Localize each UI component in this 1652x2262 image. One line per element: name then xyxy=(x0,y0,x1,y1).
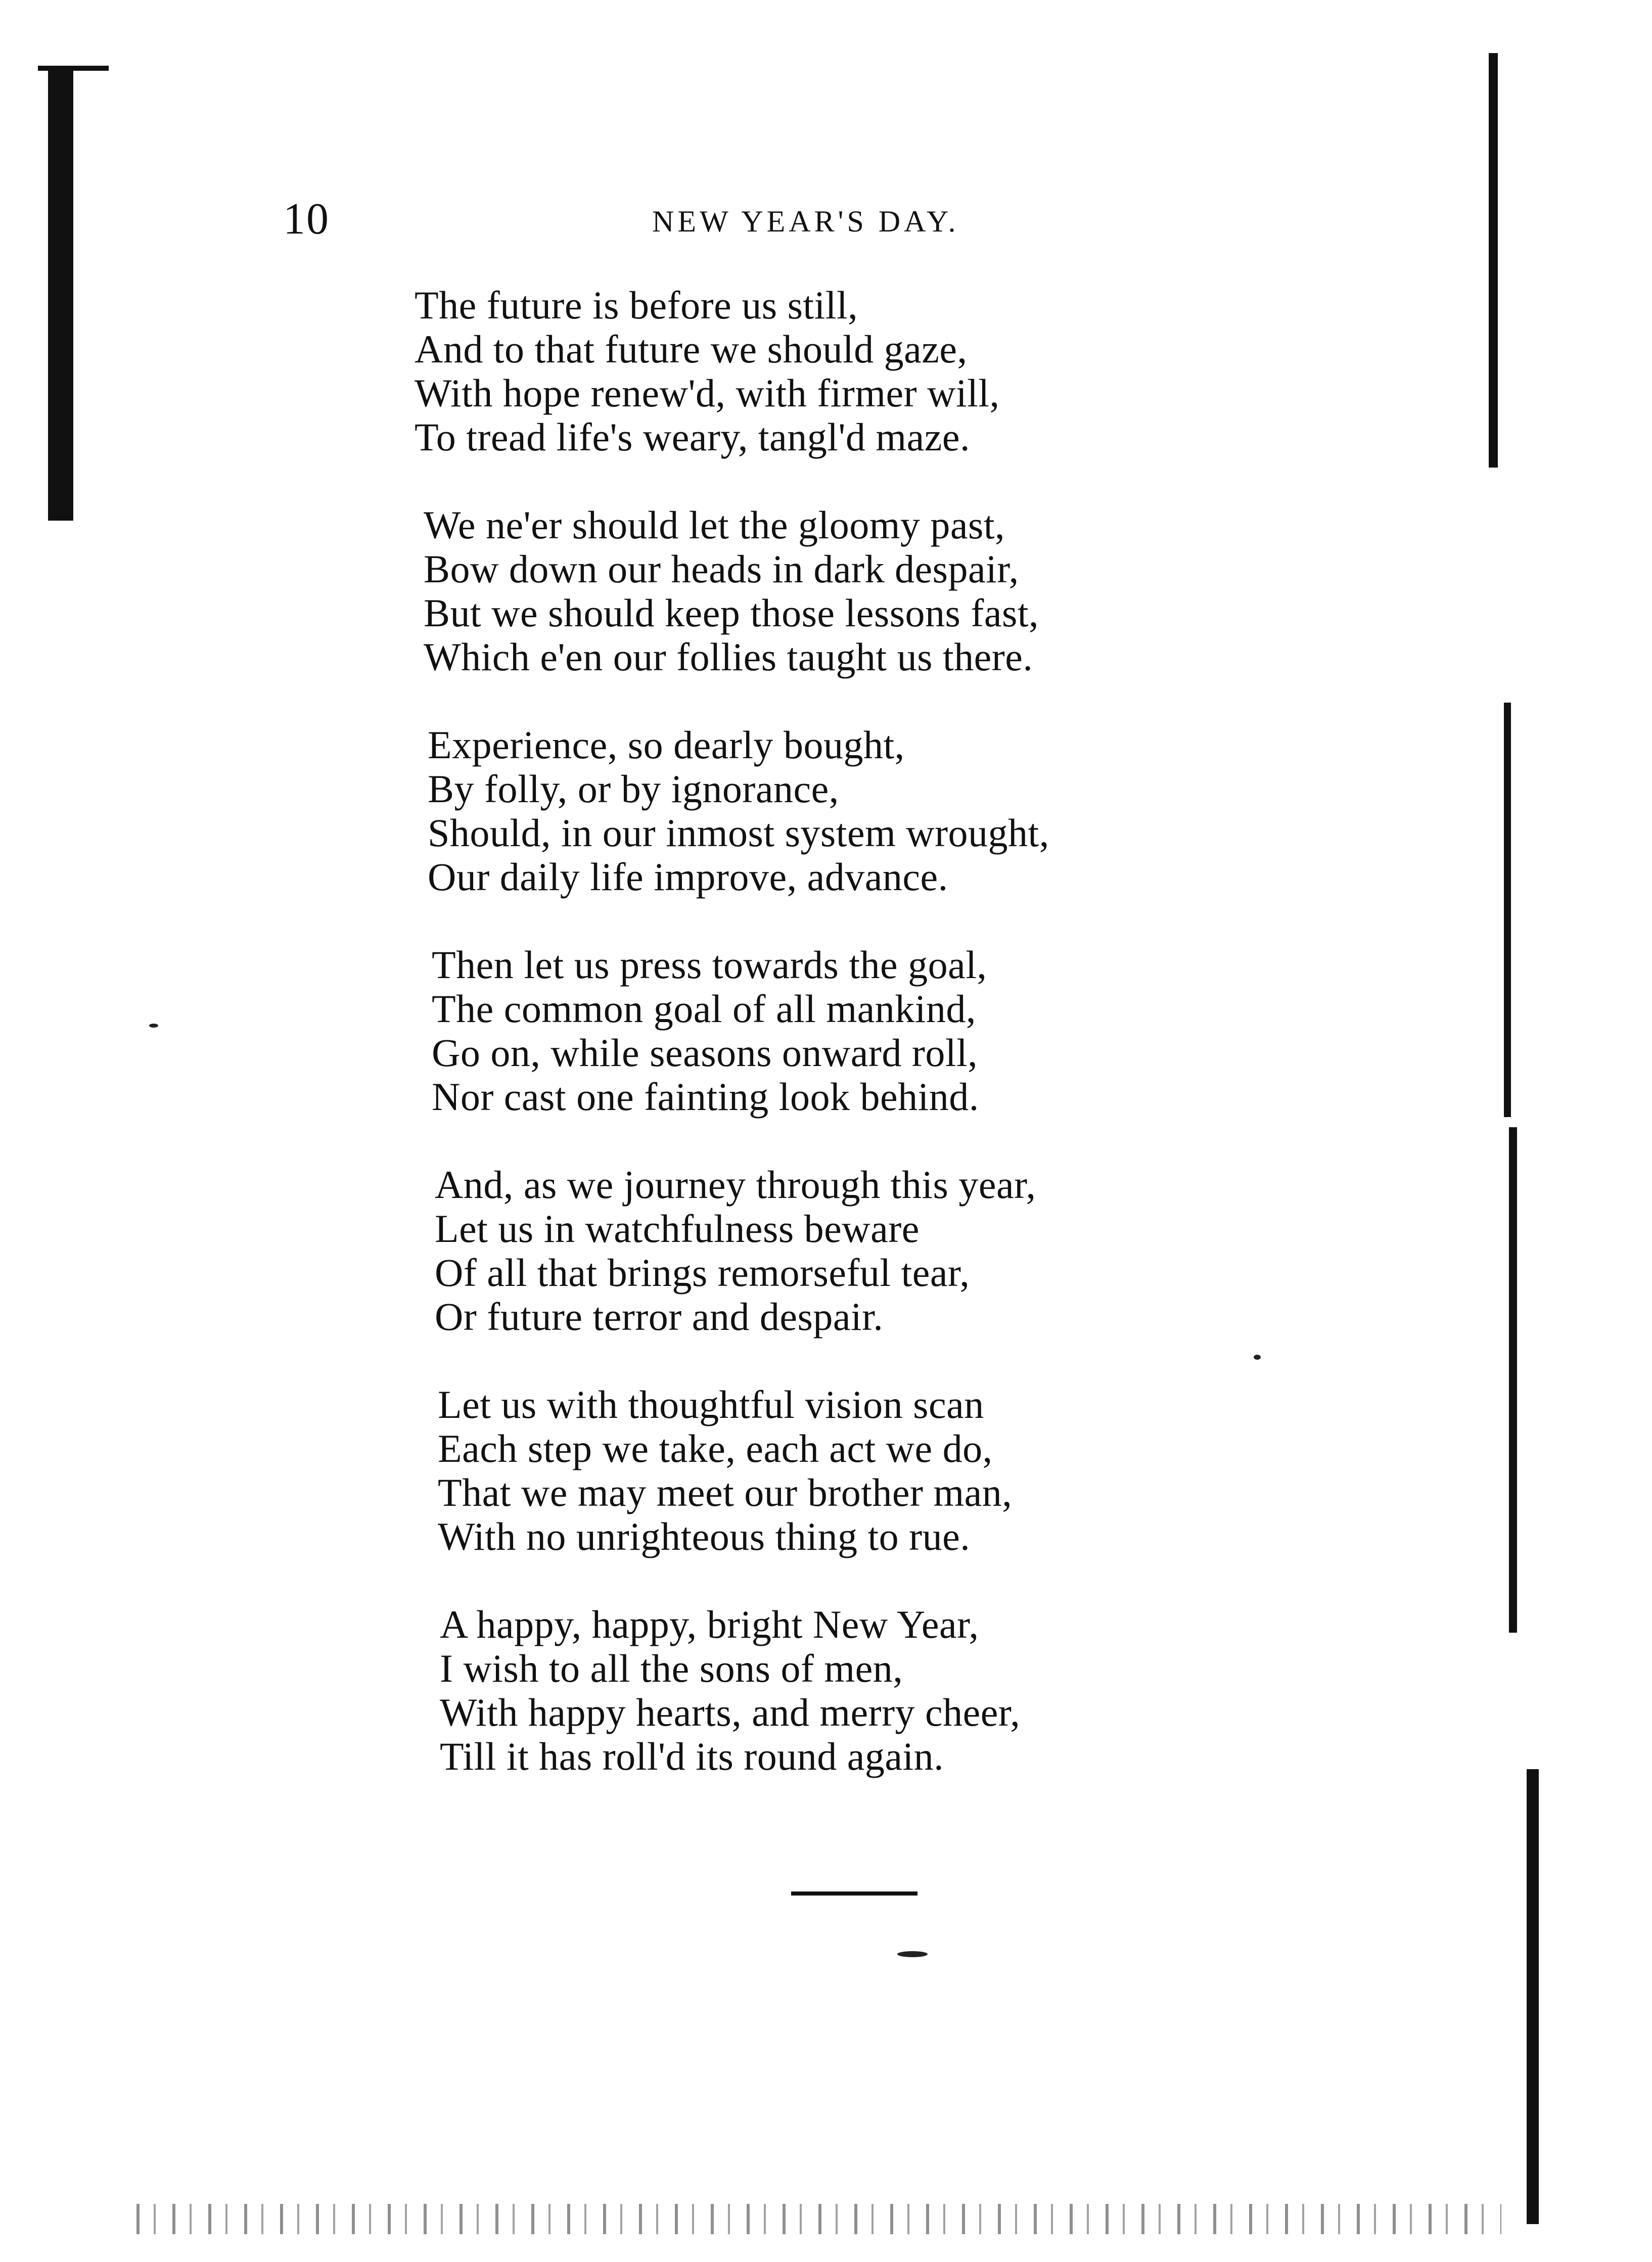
poem-line: Which e'en our follies taught us there. xyxy=(424,635,1033,679)
poem-line: Go on, while seasons onward roll, xyxy=(432,1031,978,1075)
poem-line: To tread life's weary, tangl'd maze. xyxy=(415,415,970,459)
scan-edge-right-low xyxy=(1509,1127,1517,1633)
scan-edge-right-top xyxy=(1489,53,1498,468)
poem-body xyxy=(415,283,1249,1822)
poem-line: Our daily life improve, advance. xyxy=(428,855,948,899)
page-number: 10 xyxy=(283,195,330,244)
poem-line: Each step we take, each act we do, xyxy=(438,1426,993,1470)
end-rule xyxy=(791,1891,917,1896)
stanza-7 xyxy=(440,1602,1249,1778)
scan-edge-left-cap xyxy=(38,66,109,71)
scan-speck xyxy=(897,1951,928,1957)
poem-line: Then let us press towards the goal, xyxy=(432,943,987,987)
scan-bottom-noise xyxy=(136,2204,1501,2234)
stanza-5 xyxy=(435,1163,1249,1338)
stanza-6 xyxy=(438,1382,1249,1558)
scan-edge-left xyxy=(48,66,73,521)
poem-line: Of all that brings remorseful tear, xyxy=(435,1251,970,1295)
poem-line: With hope renew'd, with firmer will, xyxy=(415,371,1000,415)
poem-line: And to that future we should gaze, xyxy=(415,327,968,371)
poem-line: Let us in watchfulness beware xyxy=(435,1207,920,1251)
poem-line: With happy hearts, and merry cheer, xyxy=(440,1690,1021,1734)
poem-line: Experience, so dearly bought, xyxy=(428,723,905,767)
poem-line: The future is before us still, xyxy=(415,283,858,327)
poem-line: Nor cast one fainting look behind. xyxy=(432,1075,979,1119)
poem-line: That we may meet our brother man, xyxy=(438,1470,1013,1514)
poem-line: Or future terror and despair. xyxy=(435,1295,884,1338)
scan-speck xyxy=(1254,1355,1261,1360)
poem-line: Let us with thoughtful vision scan xyxy=(438,1382,984,1426)
stanza-2 xyxy=(424,503,1249,679)
poem-line: We ne'er should let the gloomy past, xyxy=(424,503,1005,547)
poem-line: I wish to all the sons of men, xyxy=(440,1646,903,1690)
scan-edge-right-bottom xyxy=(1527,1769,1539,2224)
poem-line: A happy, happy, bright New Year, xyxy=(440,1602,979,1646)
poem-line: And, as we journey through this year, xyxy=(435,1163,1036,1207)
poem-line: By folly, or by ignorance, xyxy=(428,767,839,811)
running-title: NEW YEAR'S DAY. xyxy=(652,205,959,238)
poem-line: Bow down our heads in dark despair, xyxy=(424,547,1019,591)
stanza-3 xyxy=(428,723,1249,899)
stanza-1 xyxy=(415,283,1249,459)
poem-line: Till it has roll'd its round again. xyxy=(440,1734,944,1778)
stanza-4 xyxy=(432,943,1249,1119)
poem-line: But we should keep those lessons fast, xyxy=(424,591,1039,635)
poem-line: Should, in our inmost system wrought, xyxy=(428,811,1049,855)
scan-edge-right-mid xyxy=(1504,703,1511,1117)
poem-line: With no unrighteous thing to rue. xyxy=(438,1514,971,1558)
scan-speck xyxy=(149,1024,158,1028)
poem-line: The common goal of all mankind, xyxy=(432,987,976,1031)
